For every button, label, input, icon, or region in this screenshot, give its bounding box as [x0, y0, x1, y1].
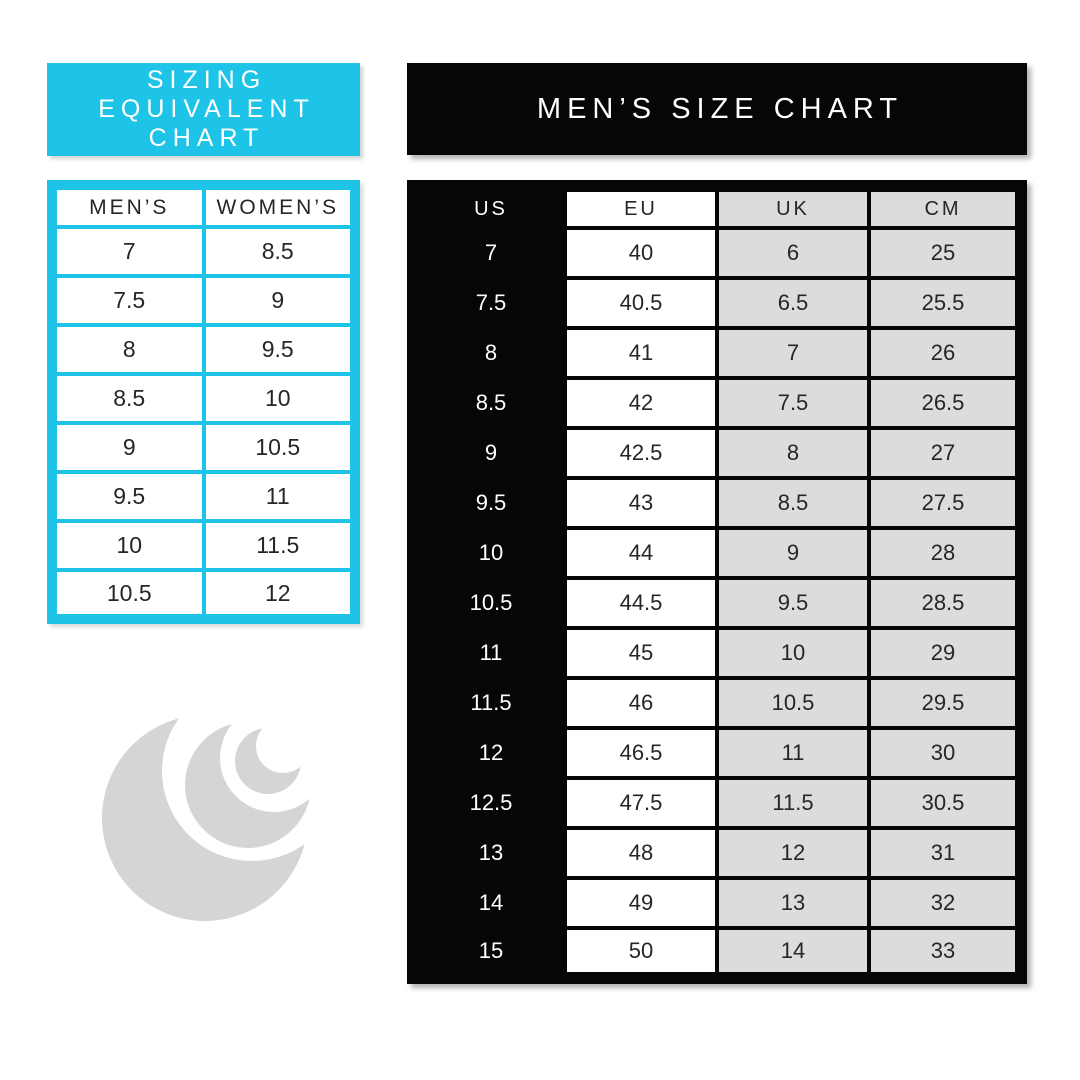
table-row — [52, 570, 355, 619]
table-cell: 9.5 — [52, 472, 204, 521]
table-cell: 10.5 — [52, 570, 204, 619]
mens-size-chart-title — [407, 63, 1027, 155]
column-header: UK — [717, 186, 869, 228]
table-row — [52, 423, 355, 472]
table-cell: 27.5 — [869, 478, 1021, 528]
table-cell: 30.5 — [869, 778, 1021, 828]
header-row — [52, 185, 355, 227]
table-row — [413, 228, 1021, 278]
table-cell: 45 — [565, 628, 717, 678]
table-cell: 9.5 — [717, 578, 869, 628]
table-cell: 6.5 — [717, 278, 869, 328]
table-cell: 9 — [717, 528, 869, 578]
table-cell: 8 — [52, 325, 204, 374]
column-header: CM — [869, 186, 1021, 228]
table-cell: 40 — [565, 228, 717, 278]
table-row — [413, 878, 1021, 928]
table-cell: 10 — [413, 528, 565, 578]
table-cell: 8.5 — [204, 227, 356, 276]
table-row — [413, 528, 1021, 578]
table-cell: 32 — [869, 878, 1021, 928]
table-row — [413, 478, 1021, 528]
table-row — [52, 325, 355, 374]
table-cell: 14 — [413, 878, 565, 928]
table-cell: 13 — [717, 878, 869, 928]
table-cell: 44.5 — [565, 578, 717, 628]
table-cell: 26 — [869, 328, 1021, 378]
table-cell: 28 — [869, 528, 1021, 578]
table-row — [413, 628, 1021, 678]
table-row — [413, 328, 1021, 378]
title-text: MEN’S SIZE CHART — [536, 92, 904, 125]
table-cell: 14 — [717, 928, 869, 978]
table-cell: 10.5 — [204, 423, 356, 472]
table-cell: 7 — [52, 227, 204, 276]
table-cell: 30 — [869, 728, 1021, 778]
table-cell: 11.5 — [204, 521, 356, 570]
table-cell: 41 — [565, 328, 717, 378]
table-cell: 7 — [717, 328, 869, 378]
table-cell: 8 — [413, 328, 565, 378]
table-row — [413, 678, 1021, 728]
table-cell: 42.5 — [565, 428, 717, 478]
table-cell: 46.5 — [565, 728, 717, 778]
title-line: SIZING — [146, 66, 267, 94]
table-cell: 11.5 — [717, 778, 869, 828]
table-cell: 10.5 — [413, 578, 565, 628]
column-header: EU — [565, 186, 717, 228]
table-row — [413, 378, 1021, 428]
table-cell: 29.5 — [869, 678, 1021, 728]
table-cell: 49 — [565, 878, 717, 928]
table-cell: 42 — [565, 378, 717, 428]
table-cell: 48 — [565, 828, 717, 878]
table-row — [413, 928, 1021, 978]
table-cell: 8.5 — [717, 478, 869, 528]
table-cell: 11.5 — [413, 678, 565, 728]
table-cell: 12 — [717, 828, 869, 878]
table-row — [52, 276, 355, 325]
table-row — [52, 472, 355, 521]
table-cell: 15 — [413, 928, 565, 978]
sizing-equivalent-chart-title — [47, 63, 360, 156]
table-row — [52, 521, 355, 570]
table-cell: 10 — [717, 628, 869, 678]
table-cell: 6 — [717, 228, 869, 278]
table-cell: 7 — [413, 228, 565, 278]
table-cell: 43 — [565, 478, 717, 528]
column-header: WOMEN’S — [204, 185, 356, 227]
crescent-moons-logo — [100, 708, 316, 924]
column-header: MEN’S — [52, 185, 204, 227]
table-cell: 7.5 — [717, 378, 869, 428]
table-cell: 26.5 — [869, 378, 1021, 428]
table-row — [52, 227, 355, 276]
table-row — [413, 428, 1021, 478]
table-cell: 8.5 — [52, 374, 204, 423]
table-cell: 7.5 — [52, 276, 204, 325]
table-cell: 12 — [204, 570, 356, 619]
table-cell: 31 — [869, 828, 1021, 878]
table-cell: 47.5 — [565, 778, 717, 828]
table-cell: 9.5 — [204, 325, 356, 374]
sizing-equivalent-table — [47, 180, 360, 624]
table-cell: 46 — [565, 678, 717, 728]
table-cell: 12 — [413, 728, 565, 778]
table-row — [413, 578, 1021, 628]
table-row — [413, 278, 1021, 328]
table-cell: 27 — [869, 428, 1021, 478]
table-cell: 25 — [869, 228, 1021, 278]
table-cell: 9 — [204, 276, 356, 325]
table-cell: 10 — [52, 521, 204, 570]
table-cell: 10.5 — [717, 678, 869, 728]
table-cell: 11 — [717, 728, 869, 778]
table-cell: 11 — [204, 472, 356, 521]
table-cell: 7.5 — [413, 278, 565, 328]
table-cell: 40.5 — [565, 278, 717, 328]
table-cell: 9 — [413, 428, 565, 478]
table-cell: 8.5 — [413, 378, 565, 428]
table-cell: 33 — [869, 928, 1021, 978]
table-cell: 13 — [413, 828, 565, 878]
table-row — [413, 778, 1021, 828]
mens-size-table — [407, 180, 1027, 984]
crescent-moons-icon — [100, 708, 316, 924]
table-cell: 11 — [413, 628, 565, 678]
table-cell: 50 — [565, 928, 717, 978]
table-cell: 12.5 — [413, 778, 565, 828]
table-cell: 29 — [869, 628, 1021, 678]
table-cell: 25.5 — [869, 278, 1021, 328]
table-cell: 9.5 — [413, 478, 565, 528]
table-row — [52, 374, 355, 423]
table-cell: 44 — [565, 528, 717, 578]
title-line: CHART — [148, 124, 265, 152]
table-cell: 9 — [52, 423, 204, 472]
table-cell: 28.5 — [869, 578, 1021, 628]
header-row — [413, 186, 1021, 228]
table-cell: 8 — [717, 428, 869, 478]
table-row — [413, 828, 1021, 878]
title-line: EQUIVALENT — [98, 95, 315, 123]
table-row — [413, 728, 1021, 778]
table-cell: 10 — [204, 374, 356, 423]
column-header: US — [413, 186, 565, 228]
